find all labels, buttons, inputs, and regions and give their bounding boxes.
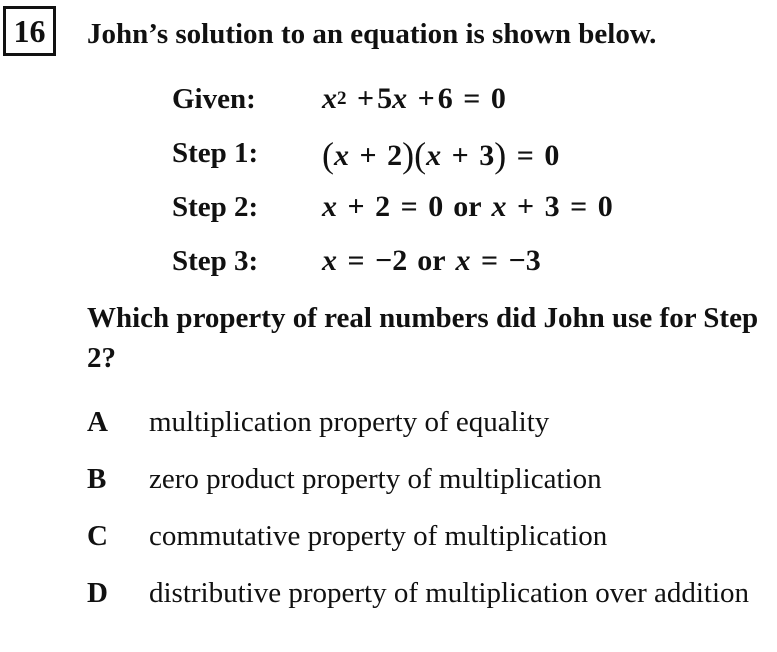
- connector-or: or: [417, 244, 446, 277]
- question-number: 16: [3, 6, 56, 56]
- step-label-1: Step 1:: [172, 137, 259, 169]
- equation-step-2: x + 2 = 0 or x + 3 = 0: [322, 190, 613, 223]
- choice-letter: D: [87, 577, 108, 609]
- choice-text: commutative property of multiplication: [149, 520, 608, 552]
- step-label-given: Given:: [172, 83, 256, 115]
- equation-step-1: (x + 2)(x + 3) = 0: [322, 135, 560, 175]
- step-label-2: Step 2:: [172, 191, 259, 223]
- choice-letter: B: [87, 463, 107, 495]
- connector-or: or: [453, 190, 482, 223]
- question-text: Which property of real numbers did John use for Step 2?: [87, 302, 759, 374]
- equation-step-3: x = −2 or x = −3: [322, 244, 541, 277]
- question-prompt: John’s solution to an equation is shown below.: [87, 18, 657, 50]
- choice-letter: C: [87, 520, 108, 552]
- equation-given: $x^2 + 5x + 6 = 0$: [322, 82, 506, 115]
- choice-text: zero product property of multiplication: [149, 463, 602, 495]
- choice-letter: A: [87, 406, 108, 438]
- choice-text: multiplication property of equality: [149, 406, 550, 438]
- step-label-3: Step 3:: [172, 245, 259, 277]
- choice-text: distributive property of multiplication over addition: [149, 577, 750, 609]
